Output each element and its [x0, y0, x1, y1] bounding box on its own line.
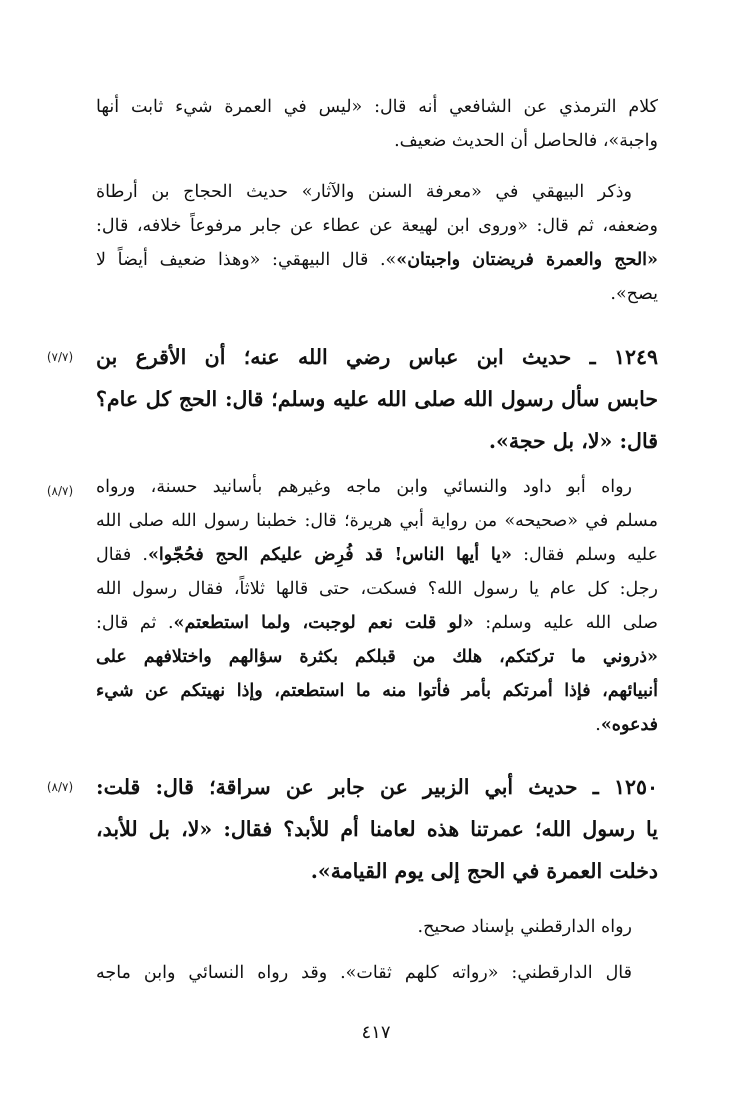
text-run: ». قال البيهقي: «وهذا ضعيف أيضاً لا: [96, 250, 397, 270]
text-run: رواه أبو داود والنسائي وابن ماجه وغيرهم بأسانيد حسنة، ورواه: [96, 477, 632, 497]
margin-reference: (٨/٧): [46, 780, 74, 794]
text-line: [96, 850, 658, 892]
text-line: [96, 538, 658, 572]
text-line: [96, 606, 658, 640]
text-line: [96, 708, 658, 742]
text-line: [96, 175, 658, 209]
text-run: حابس سأل رسول الله صلى الله عليه وسلم؛ قال: الحج كل عام؟: [96, 387, 658, 411]
paragraph-daraqutni-thiqat: [96, 956, 658, 990]
bold-text: فدعوه»: [600, 715, 658, 735]
text-run: يصح».: [610, 284, 658, 304]
text-line: [96, 209, 658, 243]
text-run: كلام الترمذي عن الشافعي أنه قال: «ليس في العمرة شيء ثابت أنها: [96, 97, 658, 117]
text-run: واجبة»، فالحاصل أن الحديث ضعيف.: [394, 131, 658, 151]
text-run: . ثم قال:: [96, 613, 174, 633]
text-run: رواه الدارقطني بإسناد صحيح.: [417, 917, 632, 937]
text-run: رجل: كل عام يا رسول الله؟ فسكت، حتى قالها ثلاثاً، فقال رسول الله: [96, 579, 658, 599]
text-line: [96, 766, 658, 808]
text-run: صلى الله عليه وسلم:: [473, 613, 658, 633]
text-line: [96, 277, 658, 311]
paragraph-daraqutni-sahih: [96, 910, 658, 944]
bold-text: «الحج والعمرة فريضتان واجبتان»: [396, 250, 658, 270]
text-line: [96, 956, 658, 990]
hadith-1250: [96, 766, 658, 892]
text-run: وذكر البيهقي في «معرفة السنن والآثار» حديث الحجاج بن أرطاة: [96, 182, 632, 202]
text-run: وضعفه، ثم قال: «وروى ابن لهيعة عن عطاء عن جابر مرفوعاً خلافه، قال:: [96, 216, 658, 236]
text-line: [96, 420, 658, 462]
text-line: [96, 90, 658, 124]
text-line: [96, 808, 658, 850]
text-run: . فقال: [96, 545, 148, 565]
text-run: قال الدارقطني: «رواته كلهم ثقات». وقد رواه النسائي وابن ماجه: [96, 963, 632, 983]
text-line: [96, 243, 658, 277]
text-run: عليه وسلم فقال:: [511, 545, 658, 565]
text-run: مسلم في «صحيحه» من رواية أبي هريرة؛ قال: خطبنا رسول الله صلى الله: [96, 511, 658, 531]
bold-text: «يا أيها الناس! قد فُرِض عليكم الحج فحُجّوا»: [147, 545, 512, 565]
text-line: [96, 470, 658, 504]
margin-reference: (٧/٧): [46, 350, 74, 364]
bold-text: «ذروني ما تركتكم، هلك من قبلكم بكثرة سؤالهم واختلافهم على: [96, 647, 658, 667]
text-run: .: [595, 715, 601, 735]
text-line: [96, 640, 658, 674]
paragraph-bayhaqi: [96, 175, 658, 311]
text-line: [96, 504, 658, 538]
text-run: ١٢٥٠ ـ حديث أبي الزبير عن جابر عن سراقة؛ قال: قلت:: [96, 775, 658, 799]
text-run: ١٢٤٩ ـ حديث ابن عباس رضي الله عنه؛ أن الأقرع بن: [96, 345, 658, 369]
text-line: [96, 378, 658, 420]
paragraph-shafii-quote: [96, 90, 658, 158]
text-line: [96, 910, 658, 944]
text-line: [96, 124, 658, 158]
text-run: دخلت العمرة في الحج إلى يوم القيامة».: [310, 859, 658, 883]
bold-text: «لو قلت نعم لوجبت، ولما استطعتم»: [173, 613, 474, 633]
text-line: [96, 336, 658, 378]
text-line: [96, 674, 658, 708]
page-number: ٤١٧: [361, 1022, 391, 1043]
bold-text: أنبيائهم، فإذا أمرتكم بأمر فأتوا منه ما استطعتم، وإذا نهيتكم عن شيء: [96, 681, 658, 701]
paragraph-riwayah: [96, 470, 658, 742]
text-run: قال: «لا، بل حجة».: [488, 429, 658, 453]
text-line: [96, 572, 658, 606]
margin-reference: (٨/٧): [46, 484, 74, 498]
text-run: يا رسول الله؛ عمرتنا هذه لعامنا أم للأبد؟ فقال: «لا، بل للأبد،: [96, 817, 658, 841]
hadith-1249: [96, 336, 658, 462]
